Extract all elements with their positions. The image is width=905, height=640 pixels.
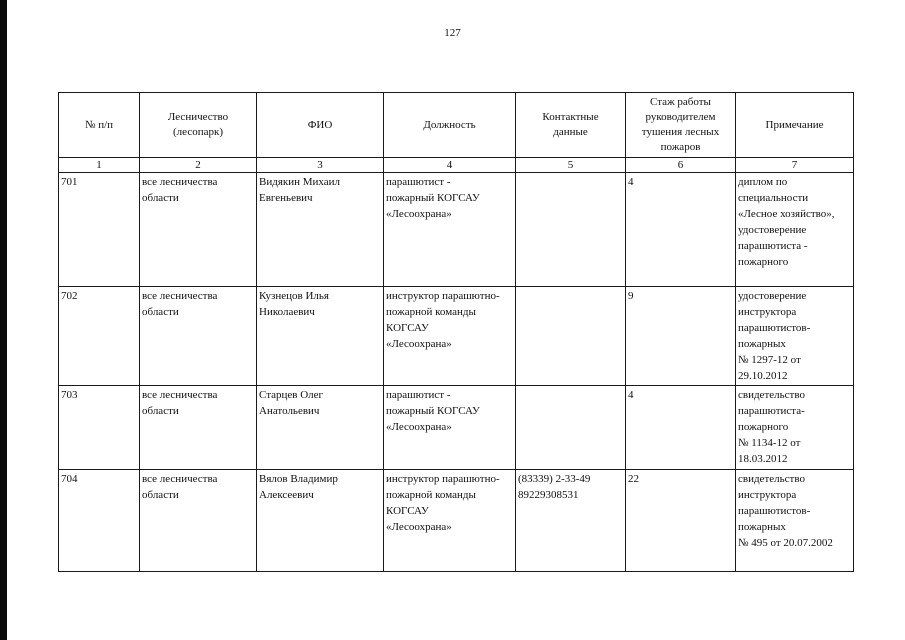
cell-contacts [516,386,626,470]
cell-contacts: (83339) 2-33-49 89229308531 [516,470,626,572]
cell-position: парашютист - пожарный КОГСАУ «Лесоохрана» [384,386,516,470]
column-number: 5 [516,158,626,173]
column-number: 7 [736,158,854,173]
cell-experience: 4 [626,173,736,287]
cell-forestry: все лесничества области [140,287,257,386]
cell-name: Видякин Михаил Евгеньевич [257,173,384,287]
cell-num: 702 [59,287,140,386]
cell-position: парашютист - пожарный КОГСАУ «Лесоохрана» [384,173,516,287]
cell-note: свидетельство парашютиста- пожарного № 1134-12 от 18.03.2012 [736,386,854,470]
column-number: 1 [59,158,140,173]
header-num: № п/п [59,93,140,158]
cell-experience: 4 [626,386,736,470]
header-forestry: Лесничество (лесопарк) [140,93,257,158]
column-number: 6 [626,158,736,173]
cell-position: инструктор парашютно- пожарной команды КОГСАУ «Лесоохрана» [384,470,516,572]
cell-experience: 9 [626,287,736,386]
header-contacts: Контактные данные [516,93,626,158]
table-row [59,470,854,572]
cell-experience: 22 [626,470,736,572]
header-row [59,93,854,158]
header-position: Должность [384,93,516,158]
table-row [59,386,854,470]
scan-edge-bar [0,0,7,640]
cell-num: 703 [59,386,140,470]
cell-num: 701 [59,173,140,287]
header-note: Примечание [736,93,854,158]
cell-note: свидетельство инструктора парашютистов- пожарных № 495 от 20.07.2002 [736,470,854,572]
header-experience: Стаж работы руководителем тушения лесных пожаров [626,93,736,158]
page-number: 127 [444,27,461,39]
cell-note: диплом по специальности «Лесное хозяйство», удостоверение парашютиста - пожарного [736,173,854,287]
cell-name: Старцев Олег Анатольевич [257,386,384,470]
cell-contacts [516,287,626,386]
cell-name: Кузнецов Илья Николаевич [257,287,384,386]
cell-position: инструктор парашютно- пожарной команды КОГСАУ «Лесоохрана» [384,287,516,386]
cell-forestry: все лесничества области [140,173,257,287]
column-number: 4 [384,158,516,173]
cell-num: 704 [59,470,140,572]
table-row [59,287,854,386]
column-number-row [59,158,854,173]
cell-contacts [516,173,626,287]
cell-forestry: все лесничества области [140,470,257,572]
cell-name: Вялов Владимир Алексеевич [257,470,384,572]
column-number: 2 [140,158,257,173]
cell-note: удостоверение инструктора парашютистов- пожарных № 1297-12 от 29.10.2012 [736,287,854,386]
column-number: 3 [257,158,384,173]
firefighters-table [58,92,854,572]
table-row [59,173,854,287]
cell-forestry: все лесничества области [140,386,257,470]
header-name: ФИО [257,93,384,158]
